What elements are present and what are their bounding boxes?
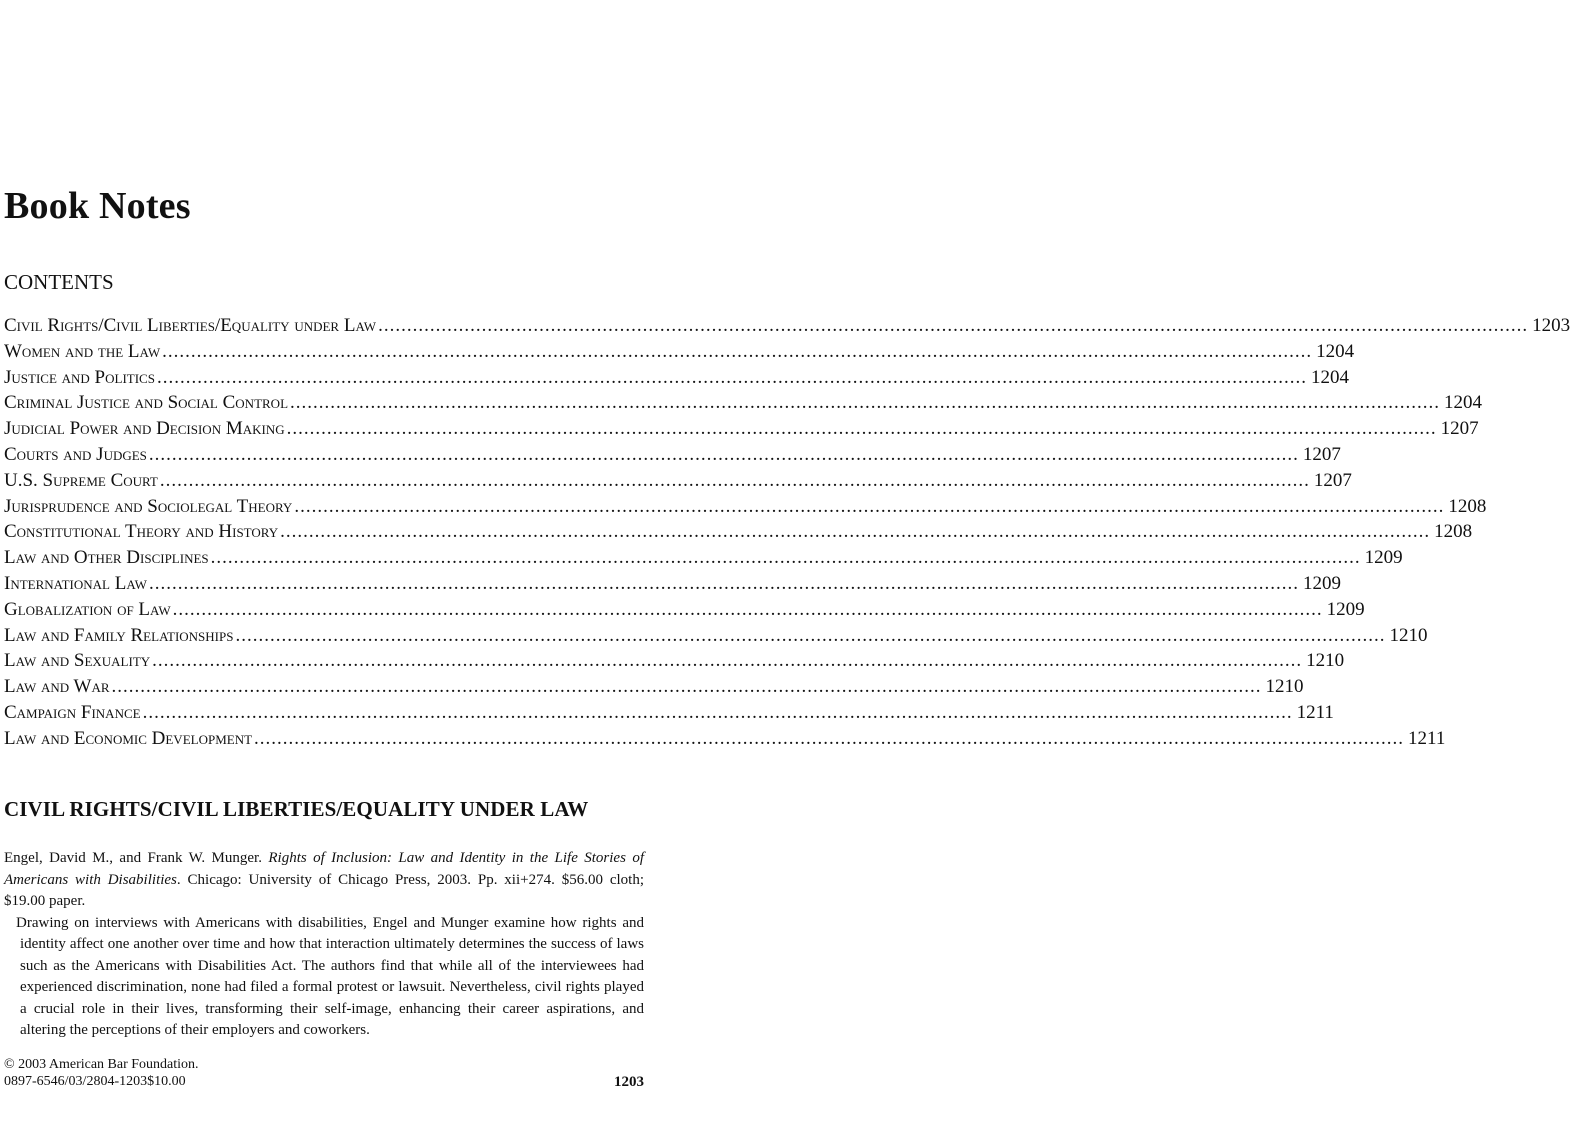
toc-page-number: 1204 xyxy=(1316,340,1355,362)
table-of-contents xyxy=(4,315,1570,754)
toc-leader-dots: ........................................................................................................................................................................................................ xyxy=(235,624,1386,646)
toc-page-number: 1210 xyxy=(1389,624,1428,646)
toc-row xyxy=(4,701,1334,728)
toc-leader-dots: ........................................................................................................................................................................................................ xyxy=(294,495,1445,517)
toc-leader-dots: ........................................................................................................................................................................................................ xyxy=(172,598,1323,620)
toc-leader-dots: ........................................................................................................................................................................................................ xyxy=(142,701,1293,723)
toc-label: Women and the Law xyxy=(4,340,161,362)
toc-row xyxy=(4,392,1483,418)
toc-page-number: 1208 xyxy=(1434,521,1473,543)
toc-row xyxy=(4,315,1570,341)
toc-label: Criminal Justice and Social Control xyxy=(4,392,289,414)
toc-leader-dots: ........................................................................................................................................................................................................ xyxy=(286,418,1437,440)
toc-row xyxy=(4,469,1352,496)
toc-label: Law and Economic Development xyxy=(4,727,253,749)
book-title: Rights of Inclusion: Law and Identity in the Life Stories of Americans with Disabilities xyxy=(4,850,644,888)
footer-code: 0897-6546/03/2804-1203$10.00 xyxy=(4,1074,186,1089)
toc-label: International Law xyxy=(4,572,147,594)
toc-row xyxy=(4,676,1304,702)
book-entry xyxy=(4,848,644,1042)
toc-row xyxy=(4,521,1473,547)
toc-page-number: 1209 xyxy=(1326,598,1365,620)
toc-page-number: 1211 xyxy=(1296,701,1334,723)
toc-label: U.S. Supreme Court xyxy=(4,469,158,491)
contents-heading: CONTENTS xyxy=(4,270,114,294)
toc-label: Judicial Power and Decision Making xyxy=(4,418,285,440)
toc-page-number: 1210 xyxy=(1265,676,1304,698)
toc-row xyxy=(4,547,1403,573)
toc-page-number: 1203 xyxy=(1532,315,1570,336)
toc-page-number: 1211 xyxy=(1408,727,1446,749)
toc-label: Jurisprudence and Sociolegal Theory xyxy=(4,495,293,517)
book-summary: Drawing on interviews with Americans with disabilities, Engel and Munger examine how rights and identity affect one another over time and how that interaction ultimately determines the success of laws such as the Americans with Disabilities Act. The authors find that while all of the interviewees had experienced discrimination, none had filed a formal protest or lawsuit. Nevertheless, civil rights played a crucial role in their lives, transforming their self-image, enhancing their career aspirations, and altering the perceptions of their employers and coworkers. xyxy=(16,914,644,1038)
toc-label: Law and War xyxy=(4,676,110,698)
section-heading: CIVIL RIGHTS/CIVIL LIBERTIES/EQUALITY UNDER LAW xyxy=(4,797,589,821)
toc-page-number: 1204 xyxy=(1310,366,1349,388)
page-title: Book Notes xyxy=(4,185,191,227)
toc-leader-dots: ........................................................................................................................................................................................................ xyxy=(280,521,1431,543)
toc-row xyxy=(4,572,1341,599)
toc-row xyxy=(4,624,1428,651)
toc-label: Justice and Politics xyxy=(4,366,155,388)
toc-page-number: 1207 xyxy=(1313,469,1352,491)
book-citation xyxy=(4,848,644,913)
toc-leader-dots: ........................................................................................................................................................................................................ xyxy=(152,650,1303,672)
toc-row xyxy=(4,650,1345,676)
toc-leader-dots: ........................................................................................................................................................................................................ xyxy=(162,340,1313,362)
toc-leader-dots: ........................................................................................................................................................................................................ xyxy=(148,443,1299,465)
toc-label: Constitutional Theory and History xyxy=(4,521,279,543)
book-publication: . Chicago: University of Chicago Press, 2003. Pp. xii+274. $56.00 cloth; $19.00 paper. xyxy=(4,871,644,909)
toc-label: Campaign Finance xyxy=(4,701,141,723)
toc-row xyxy=(4,727,1446,754)
toc-page-number: 1209 xyxy=(1302,572,1341,594)
toc-label: Civil Rights/Civil Liberties/Equality under Law xyxy=(4,315,377,336)
toc-leader-dots: ........................................................................................................................................................................................................ xyxy=(254,727,1405,749)
toc-label: Law and Family Relationships xyxy=(4,624,234,646)
toc-row xyxy=(4,366,1349,393)
book-authors: Engel, David M., and Frank W. Munger. xyxy=(4,850,262,866)
toc-page-number: 1207 xyxy=(1302,443,1341,465)
toc-leader-dots: ........................................................................................................................................................................................................ xyxy=(290,392,1441,414)
toc-label: Law and Sexuality xyxy=(4,650,151,672)
toc-row xyxy=(4,598,1365,625)
footer-copyright: © 2003 American Bar Foundation. xyxy=(4,1057,199,1072)
toc-label: Courts and Judges xyxy=(4,443,147,465)
toc-row xyxy=(4,495,1487,522)
toc-leader-dots: ........................................................................................................................................................................................................ xyxy=(148,572,1299,594)
footer xyxy=(4,1056,644,1090)
toc-leader-dots: ........................................................................................................................................................................................................ xyxy=(159,469,1310,491)
toc-row xyxy=(4,418,1479,444)
toc-page-number: 1204 xyxy=(1444,392,1483,414)
toc-leader-dots: ........................................................................................................................................................................................................ xyxy=(111,676,1262,698)
toc-page-number: 1209 xyxy=(1364,547,1403,569)
toc-leader-dots: ........................................................................................................................................................................................................ xyxy=(156,366,1307,388)
toc-leader-dots: ........................................................................................................................................................................................................ xyxy=(378,315,1529,336)
toc-leader-dots: ........................................................................................................................................................................................................ xyxy=(210,547,1361,569)
toc-page-number: 1210 xyxy=(1306,650,1345,672)
footer-page-number: 1203 xyxy=(614,1074,644,1090)
toc-label: Globalization of Law xyxy=(4,598,171,620)
toc-page-number: 1207 xyxy=(1440,418,1479,440)
toc-label: Law and Other Disciplines xyxy=(4,547,209,569)
toc-row xyxy=(4,443,1341,470)
toc-row xyxy=(4,340,1355,367)
toc-page-number: 1208 xyxy=(1448,495,1487,517)
